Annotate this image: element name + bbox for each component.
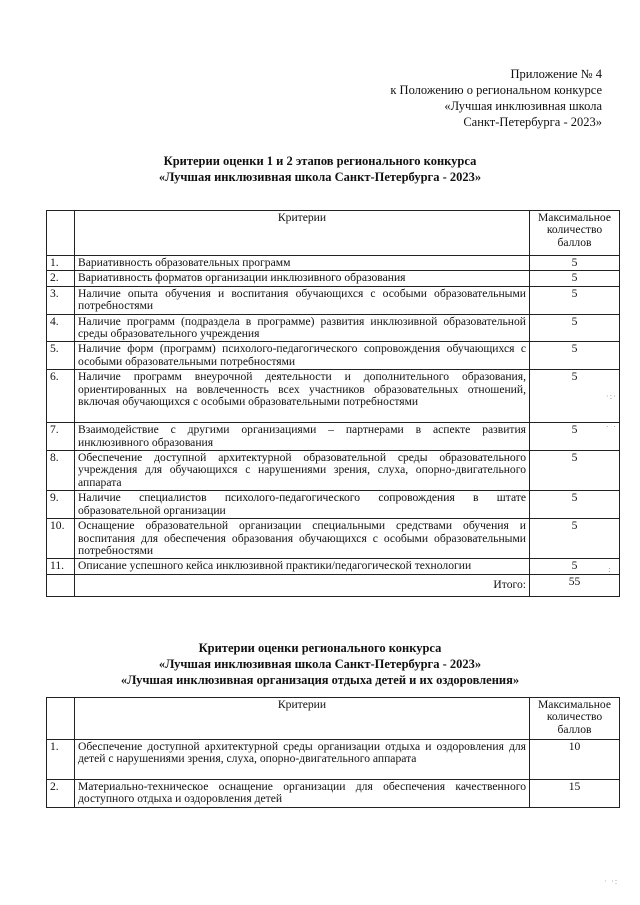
row-score: 5 [530,559,620,574]
header-criteria: Критерии [75,698,530,740]
table-row [47,491,620,519]
criteria-table-1 [46,210,620,597]
row-criterion: Описание успешного кейса инклюзивной практики/педагогической технологии [75,559,530,574]
scan-speck: · ·: [604,877,619,886]
row-criterion: Оснащение образовательной организации специальными средствами обучения и воспитания для обеспечения образования обучающихся с особыми образовательными потребностями [75,519,530,559]
table-row [47,271,620,286]
row-criterion: Материально-техническое оснащение организации для обеспечения качественного доступного отдыха и оздоровления детей [75,780,530,808]
row-number: 7. [47,423,75,451]
row-score: 5 [530,370,620,423]
row-score: 5 [530,423,620,451]
total-row [47,574,620,596]
row-score: 5 [530,519,620,559]
table-row [47,256,620,271]
table-row [47,519,620,559]
section1-title [0,153,640,185]
section2-title-line: «Лучшая инклюзивная школа Санкт-Петербурга - 2023» [158,657,482,671]
table-row [47,314,620,342]
table-row [47,780,620,808]
criteria-table-2 [46,697,620,808]
appendix-line: «Лучшая инклюзивная школа [444,99,602,113]
row-score: 5 [530,491,620,519]
row-criterion: Взаимодействие с другими организациями – партнерами в аспекте развития инклюзивного образования [75,423,530,451]
appendix-line: к Положению о региональном конкурсе [390,83,602,97]
scan-speck: : [608,565,612,574]
row-number: 6. [47,370,75,423]
row-number: 2. [47,780,75,808]
header-max-score: Максимальное количество баллов [530,211,620,256]
appendix-reference [282,66,602,130]
row-score: 5 [530,286,620,314]
section1-title-line: «Лучшая инклюзивная школа Санкт-Петербурга - 2023» [158,170,482,184]
section2-title-line: «Лучшая инклюзивная организация отдыха детей и их оздоровления» [120,673,520,687]
row-number: 1. [47,256,75,271]
section1-title-line: Критерии оценки 1 и 2 этапов регионального конкурса [163,154,477,168]
row-criterion: Вариативность образовательных программ [75,256,530,271]
row-score: 15 [530,780,620,808]
table-row [47,370,620,423]
section2-title-line: Критерии оценки регионального конкурса [198,641,442,655]
row-number: 2. [47,271,75,286]
row-criterion: Вариативность форматов организации инклюзивного образования [75,271,530,286]
row-score: 5 [530,314,620,342]
row-score: 5 [530,451,620,491]
row-criterion: Наличие опыта обучения и воспитания обучающихся с особыми образовательными потребностями [75,286,530,314]
row-number: 4. [47,314,75,342]
row-number: 10. [47,519,75,559]
row-criterion: Обеспечение доступной архитектурной образовательной среды образовательного учреждения для обучающихся с нарушениями зрения, слуха, опорно-двигательного аппарата [75,451,530,491]
table-header-row [47,698,620,740]
row-criterion: Наличие специалистов психолого-педагогического сопровождения в штате образовательной организации [75,491,530,519]
row-criterion: Наличие форм (программ) психолого-педагогического сопровождения обучающихся с особыми образовательными потребностями [75,342,530,370]
row-score: 10 [530,740,620,780]
row-number: 9. [47,491,75,519]
row-criterion: Наличие программ внеурочной деятельности и дополнительного образования, ориентированных на вовлеченность всех участников образовательных отношений, включая обучающихся с особыми образовательными потребностями [75,370,530,423]
row-score: 5 [530,342,620,370]
table-row [47,286,620,314]
row-number: 8. [47,451,75,491]
table-row [47,423,620,451]
row-number: 11. [47,559,75,574]
row-criterion: Наличие программ (подраздела в программе) развития инклюзивной образовательной среды образовательного учреждения [75,314,530,342]
table-header-row [47,211,620,256]
header-max-score: Максимальное количество баллов [530,698,620,740]
row-number: 3. [47,286,75,314]
appendix-line: Приложение № 4 [510,67,602,81]
row-score: 5 [530,256,620,271]
scan-speck: ·:· [606,392,617,401]
table-row [47,740,620,780]
header-criteria: Критерии [75,211,530,256]
total-label: Итого: [75,574,530,596]
section2-title [0,640,640,688]
total-value: 55 [530,574,620,596]
appendix-line: Санкт-Петербурга - 2023» [463,115,602,129]
total-num-cell [47,574,75,596]
row-criterion: Обеспечение доступной архитектурной среды организации отдыха и оздоровления для детей с нарушениями зрения, слуха, опорно-двигательного аппарата [75,740,530,780]
scan-speck: . . [606,420,617,429]
row-number: 5. [47,342,75,370]
row-score: 5 [530,271,620,286]
table-row [47,342,620,370]
row-number: 1. [47,740,75,780]
header-num-cell [47,698,75,740]
header-num-cell [47,211,75,256]
table-row [47,559,620,574]
table-row [47,451,620,491]
